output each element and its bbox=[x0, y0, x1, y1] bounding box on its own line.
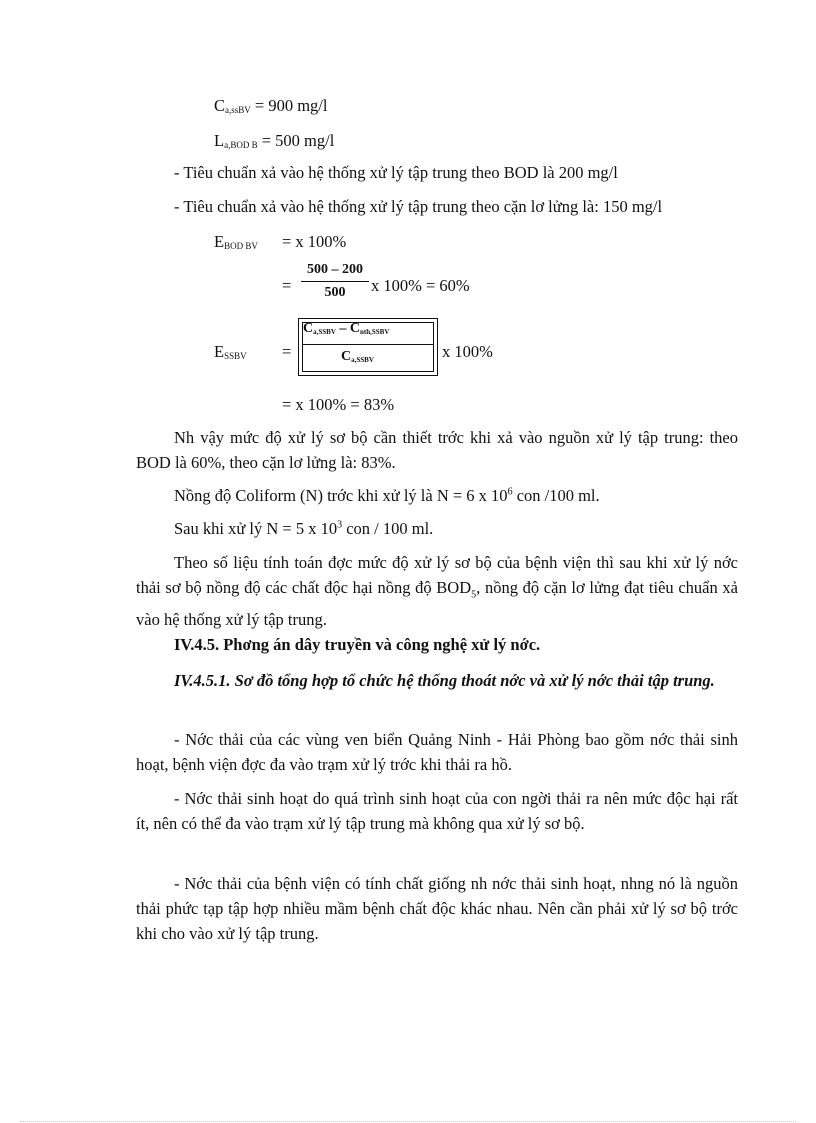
paragraph-domestic-wastewater bbox=[136, 786, 738, 836]
paragraph-text: Nh vậy mức độ xử lý sơ bộ cần thiết trớc khi xả vào nguồn xử lý tập trung: theo BOD là 60%, theo cặn lơ lửng là: 83%. bbox=[136, 428, 738, 472]
formula-e-ss-eq: = bbox=[282, 342, 292, 361]
subscript: 5 bbox=[471, 589, 477, 601]
formula-e-bod-eq: = bbox=[282, 276, 292, 295]
formula-e-ss-suffix: x 100% bbox=[442, 342, 493, 361]
exponent: 6 bbox=[507, 486, 513, 498]
formula-e-bod-fraction bbox=[301, 262, 369, 301]
num-symbol-a: C bbox=[303, 321, 314, 336]
fraction-bar bbox=[301, 281, 369, 282]
paragraph-hospital-wastewater bbox=[136, 871, 738, 946]
den-subscript: a,SSBV bbox=[351, 356, 374, 364]
formula-l-bod bbox=[214, 131, 334, 151]
formula-subscript: BOD BV bbox=[224, 241, 258, 251]
page-bottom-border bbox=[20, 1121, 796, 1122]
paragraph-text: - Nớc thải của bệnh viện có tính chất giống nh nớc thải sinh hoạt, nhng nó là nguồn thải phức tạp tập hợp nhiều mầm bệnh chất độc khác nhau. Nên cần phải xử lý sơ bộ trớc khi cho vào xử lý tập trung. bbox=[136, 874, 738, 943]
formula-symbol: E bbox=[214, 342, 225, 361]
formula-e-ss-result: = x 100% = 83% bbox=[282, 395, 395, 414]
subsection-heading-text: IV.4.5.1. Sơ đồ tổng hợp tổ chức hệ thống thoát nớc và xử lý nớc thải tập trung. bbox=[174, 671, 715, 690]
paragraph-text: - Nớc thải sinh hoạt do quá trình sinh hoạt của con ngời thải ra nên mức độc hại rất ít, nên có thể đa vào trạm xử lý tập trung mà không qua xử lý sơ bộ. bbox=[136, 789, 738, 833]
paragraph-treatment-level bbox=[136, 425, 738, 475]
formula-value: = 900 mg/l bbox=[250, 96, 328, 115]
formula-symbol: L bbox=[214, 131, 225, 150]
num-minus: – C bbox=[335, 321, 361, 336]
paragraph-calculation-result bbox=[136, 550, 738, 632]
standard-bod: - Tiêu chuẩn xả vào hệ thống xử lý tập trung theo BOD là 200 mg/l bbox=[174, 163, 618, 182]
formula-e-bod-result: x 100% = 60% bbox=[371, 276, 470, 295]
formula-e-ss-box bbox=[298, 318, 438, 376]
formula-e-ss-label bbox=[214, 342, 247, 362]
num-subscript-b: nth,SSBV bbox=[360, 328, 390, 336]
paragraph-coliform-after bbox=[174, 519, 433, 539]
formula-symbol: C bbox=[214, 96, 226, 115]
formula-symbol: E bbox=[214, 232, 225, 251]
box-fraction-bar bbox=[303, 344, 433, 345]
formula-subscript: a,BOD B bbox=[224, 140, 258, 150]
formula-value: = 500 mg/l bbox=[257, 131, 335, 150]
paragraph-text: Sau khi xử lý N = 5 x 10 bbox=[174, 519, 338, 538]
paragraph-text-end: con / 100 ml. bbox=[342, 519, 434, 538]
exponent: 3 bbox=[337, 519, 343, 531]
paragraph-text-end: con /100 ml. bbox=[512, 486, 600, 505]
formula-e-bod-line1: = x 100% bbox=[282, 232, 347, 251]
num-subscript-a: a,SSBV bbox=[313, 328, 336, 336]
formula-e-bod-label bbox=[214, 232, 258, 252]
formula-c-ass bbox=[214, 96, 327, 116]
paragraph-text: Theo số liệu tính toán đợc mức độ xử lý sơ bộ của bệnh viện thì sau khi xử lý nớc thải sơ bộ nồng độ các chất độc hại nồng độ BOD bbox=[136, 553, 738, 597]
box-denominator bbox=[341, 349, 374, 365]
paragraph-wastewater-sources bbox=[136, 727, 738, 777]
standard-ss: - Tiêu chuẩn xả vào hệ thống xử lý tập trung theo cặn lơ lửng là: 150 mg/l bbox=[174, 197, 663, 216]
formula-subscript: SSBV bbox=[224, 351, 247, 361]
box-numerator bbox=[303, 321, 389, 337]
fraction-numerator: 500 – 200 bbox=[307, 262, 363, 277]
paragraph-text-end: , nồng độ cặn lơ lửng đạt tiêu chuẩn xả vào hệ thống xử lý tập trung. bbox=[136, 578, 738, 630]
subsection-heading bbox=[136, 667, 738, 694]
paragraph-text: - Nớc thải của các vùng ven biển Quảng Ninh - Hải Phòng bao gồm nớc thải sinh hoạt, bệnh viện đợc đa vào trạm xử lý trớc khi thải ra hồ. bbox=[136, 730, 738, 774]
den-symbol: C bbox=[341, 349, 352, 364]
fraction-denominator: 500 bbox=[324, 285, 346, 300]
formula-subscript: a,ssBV bbox=[225, 105, 251, 115]
section-heading: IV.4.5. Phơng án dây truyền và công nghệ xử lý nớc. bbox=[174, 635, 541, 654]
paragraph-coliform-before bbox=[174, 486, 600, 506]
paragraph-text: Nồng độ Coliform (N) trớc khi xử lý là N = 6 x 10 bbox=[174, 486, 508, 505]
